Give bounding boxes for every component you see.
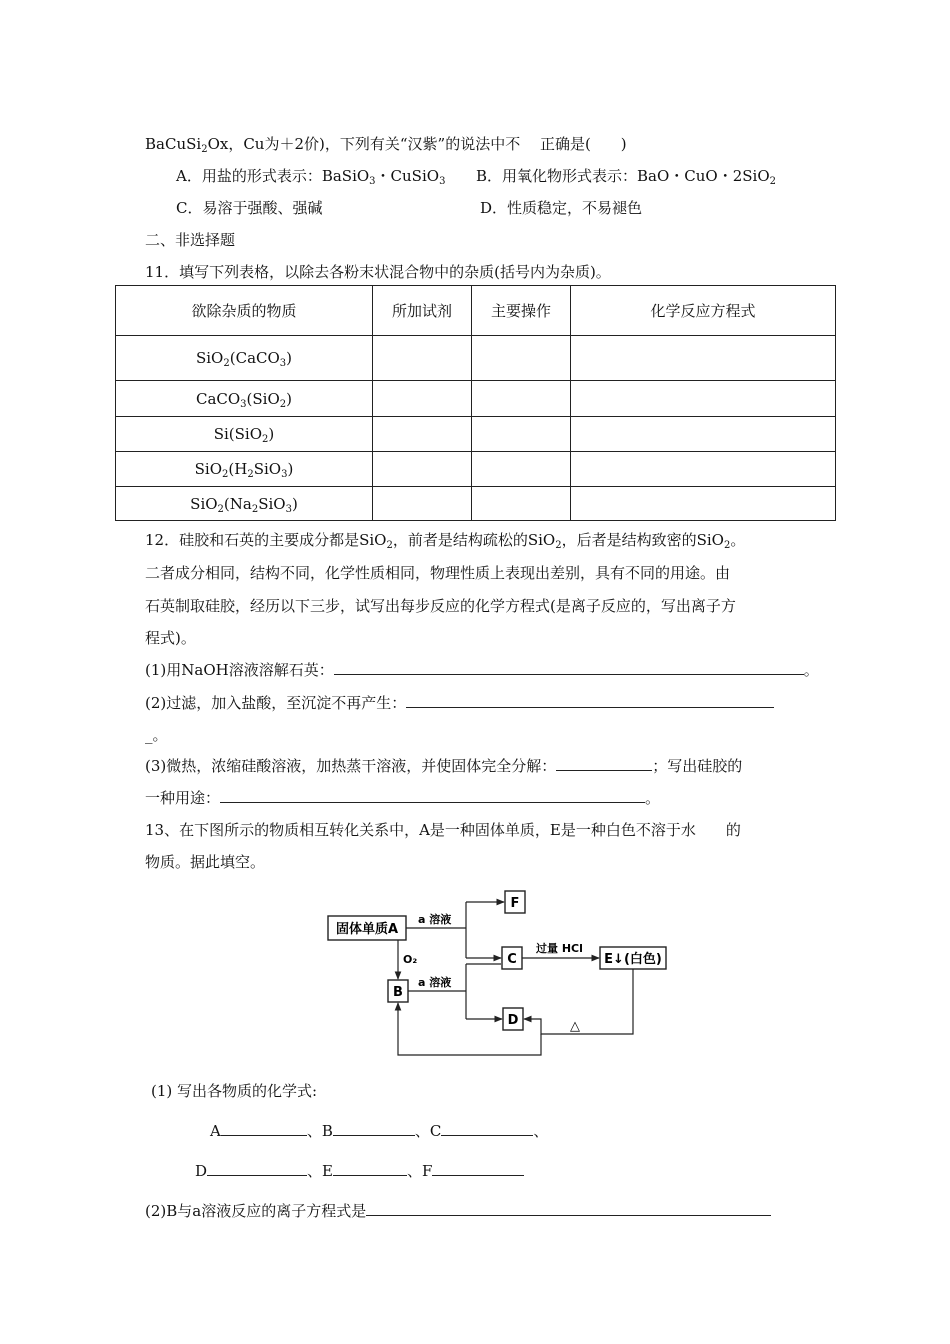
answer-blank[interactable] [556, 756, 652, 771]
header-substance: 欲除杂质的物质 [116, 286, 373, 336]
equation-cell[interactable] [571, 452, 836, 487]
section-heading: 二、非选择题 [145, 231, 236, 249]
header-equation: 化学反应方程式 [571, 286, 836, 336]
reagent-cell[interactable] [373, 452, 472, 487]
answer-blank-e[interactable] [333, 1161, 407, 1176]
label-a-solution-2: a 溶液 [418, 976, 452, 989]
operation-cell[interactable] [472, 381, 571, 417]
q10-option-a: A．用盐的形式表示：BaSiO$_3$・CuSiO$_3$ [176, 167, 446, 187]
answer-blank[interactable] [334, 660, 804, 675]
answer-blank-d[interactable] [207, 1161, 307, 1176]
answer-blank-b[interactable] [333, 1121, 415, 1136]
q13-stem-1: 13、在下图所示的物质相互转化关系中，A是一种固体单质，E是一种白色不溶于水 的 [145, 821, 741, 839]
box-c-label: C [507, 952, 517, 967]
equation-cell[interactable] [571, 487, 836, 521]
label-heat: △ [570, 1019, 580, 1034]
table-row [116, 381, 836, 417]
q13-part-2: (2)B与a溶液反应的离子方程式是 [145, 1201, 771, 1221]
equation-cell[interactable] [571, 417, 836, 452]
table-row [116, 417, 836, 452]
equation-cell[interactable] [571, 336, 836, 381]
operation-cell[interactable] [472, 487, 571, 521]
reagent-cell[interactable] [373, 487, 472, 521]
equation-cell[interactable] [571, 381, 836, 417]
reagent-cell[interactable] [373, 417, 472, 452]
q11-stem: 11．填写下列表格，以除去各粉末状混合物中的杂质(括号内为杂质)。 [145, 263, 611, 281]
box-f-label: F [510, 896, 520, 911]
label-o2: O₂ [403, 953, 418, 966]
answer-blank-a[interactable] [221, 1121, 307, 1136]
q10-stem-line: BaCuSi$_2$Ox，Cu为＋2价)，下列有关“汉紫”的说法中不 正确是( ) [145, 135, 627, 155]
q12-line-2: 二者成分相同，结构不同，化学性质相同，物理性质上表现出差别，具有不同的用途。由 [145, 564, 731, 582]
answer-blank-c[interactable] [441, 1121, 533, 1136]
q10-option-d: D．性质稳定，不易褪色 [480, 199, 643, 217]
box-a-label: 固体单质A [335, 922, 399, 937]
substance-cell: $SiO_2(Na_2SiO_3)$ [116, 487, 373, 521]
q12-part-2-cont: _。 [145, 726, 168, 744]
operation-cell[interactable] [472, 336, 571, 381]
substance-cell: $SiO_2(H_2SiO_3)$ [116, 452, 373, 487]
table-row [116, 487, 836, 521]
q10-option-c: C．易溶于强酸、强碱 [176, 199, 323, 217]
answer-blank-f[interactable] [432, 1161, 524, 1176]
label-a-solution-1: a 溶液 [418, 913, 452, 926]
reagent-cell[interactable] [373, 336, 472, 381]
box-e-label: E↓(白色) [604, 952, 662, 967]
label-excess-hcl: 过量 HCl [536, 942, 583, 955]
conversion-diagram [320, 884, 680, 1060]
box-b-label: B [393, 985, 403, 1000]
q12-part-2: (2)过滤，加入盐酸，至沉淀不再产生： [145, 693, 774, 713]
q10-option-b: B．用氧化物形式表示：BaO・CuO・2SiO$_2$ [476, 167, 777, 187]
q12-line-3: 石英制取硅胶，经历以下三步，试写出每步反应的化学方程式(是离子反应的，写出离子方 [145, 597, 736, 615]
q13-stem-2: 物质。据此填空。 [145, 853, 266, 871]
q11-table [115, 285, 836, 521]
q13-part-1: (1) 写出各物质的化学式: [151, 1082, 318, 1100]
q12-part-1: (1)用NaOH溶液溶解石英： 。 [145, 661, 819, 679]
header-reagent: 所加试剂 [373, 286, 472, 336]
reagent-cell[interactable] [373, 381, 472, 417]
header-operation: 主要操作 [472, 286, 571, 336]
q13-answers-row-1: A 、B 、C 、 [210, 1122, 549, 1140]
substance-cell: Si(SiO$_2$) [116, 417, 373, 452]
answer-blank[interactable] [406, 693, 774, 708]
q12-line-4: 程式)。 [145, 629, 196, 647]
operation-cell[interactable] [472, 452, 571, 487]
q12-line-1: 12．硅胶和石英的主要成分都是SiO$_2$，前者是结构疏松的SiO$_2$，后者是结构致密的SiO$_2$。 [145, 531, 746, 551]
table-row [116, 336, 836, 381]
table-row [116, 452, 836, 487]
table-header-row [116, 286, 836, 336]
substance-cell: SiO$_2$(CaCO$_3$) [116, 336, 373, 381]
answer-blank[interactable] [366, 1201, 771, 1216]
operation-cell[interactable] [472, 417, 571, 452]
q13-answers-row-2: D 、E 、F [195, 1161, 524, 1181]
substance-cell: CaCO$_3$(SiO$_2$) [116, 381, 373, 417]
q12-part-3: (3)微热，浓缩硅酸溶液，加热蒸干溶液，并使固体完全分解： ；写出硅胶的 [145, 757, 743, 775]
answer-blank[interactable] [220, 788, 645, 803]
q12-part-3-line-2: 一种用途： 。 [145, 789, 661, 807]
box-d-label: D [507, 1013, 519, 1028]
